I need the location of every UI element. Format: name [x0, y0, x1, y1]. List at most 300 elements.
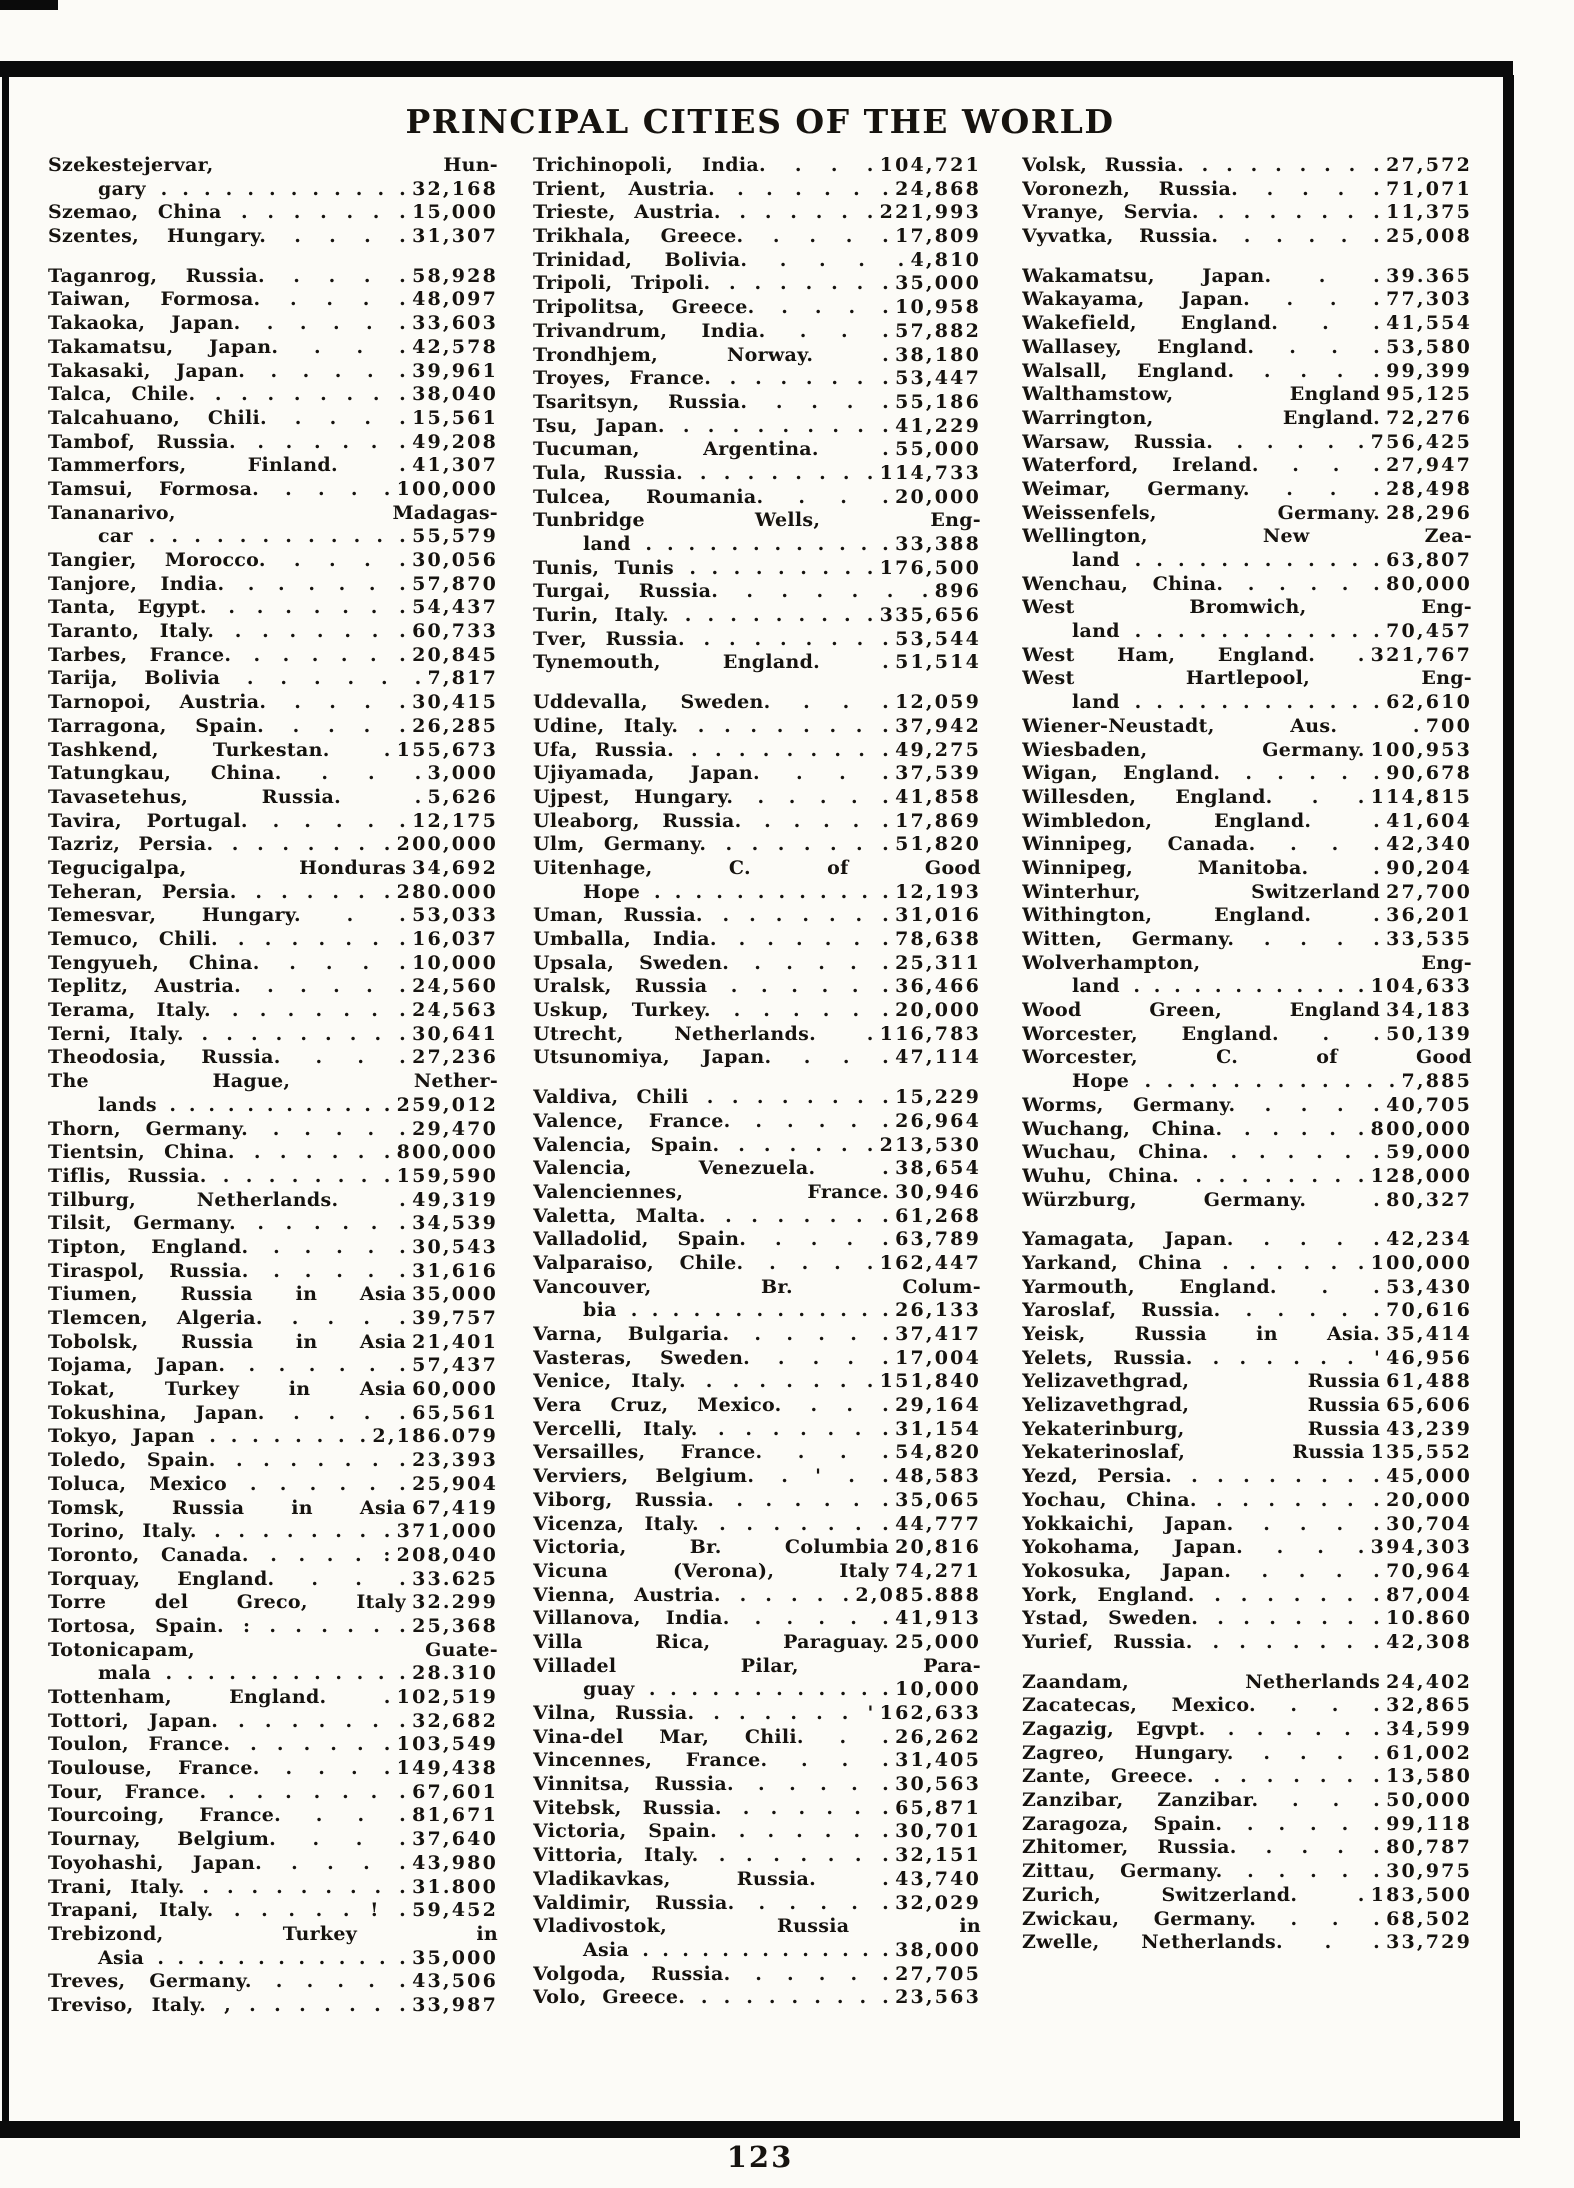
- population-value: 32.299: [412, 1591, 498, 1614]
- population-value: 57,882: [895, 319, 981, 342]
- table-row: [533, 557, 981, 581]
- city-name: land . . . . . . . . . . . .: [1072, 549, 1381, 571]
- table-row: [48, 1710, 498, 1734]
- city-name: Taranto, Italy. . . . . . . .: [48, 620, 407, 643]
- population-value: 48,097: [412, 288, 498, 311]
- city-name: Tulcea, Roumania. . . .: [533, 485, 890, 508]
- city-name: Trivandrum, India. . . .: [533, 319, 890, 342]
- city-name: Tamsui, Formosa. . . . .: [48, 477, 391, 500]
- city-name: Tula, Russia. . . . . . . . .: [533, 461, 874, 484]
- city-column: [533, 154, 981, 2010]
- table-row: [533, 810, 981, 834]
- city-name: Tarnopoi, Austria. . . . .: [48, 691, 407, 714]
- table-row: [533, 1536, 981, 1560]
- city-name: land . . . . . . . . . . . .: [1072, 975, 1365, 998]
- table-row: [1022, 1513, 1472, 1537]
- population-value: 27,572: [1386, 154, 1472, 176]
- city-name: Tarbes, France. . . . . . .: [48, 643, 407, 666]
- table-row: [533, 1820, 981, 1844]
- population-value: 47,114: [895, 1046, 981, 1069]
- population-value: 10,000: [412, 951, 498, 974]
- city-name: Vasteras, Sweden. . . . .: [533, 1346, 890, 1369]
- population-value: 63,789: [895, 1228, 981, 1251]
- page-number: 123: [726, 2140, 794, 2174]
- city-name: Toronto, Canada. . . . . :: [48, 1543, 391, 1566]
- city-name: Tomsk, Russia in Asia: [48, 1496, 407, 1519]
- city-name: Zhitomer, Russia. . . . .: [1022, 1836, 1381, 1859]
- city-name: Hope . . . . . . . . . . . .: [583, 880, 890, 903]
- population-value: 13,580: [1386, 1765, 1472, 1788]
- city-name: Voronezh, Russia. . . . .: [1022, 177, 1381, 200]
- table-row: [48, 1662, 498, 1686]
- population-value: 55,000: [895, 438, 981, 461]
- table-row: [1022, 1607, 1472, 1631]
- city-name: Trondhjem, Norway. .: [533, 343, 890, 366]
- population-value: 151,840: [879, 1370, 981, 1393]
- population-value: 41,604: [1386, 809, 1472, 832]
- table-row: [533, 415, 981, 439]
- table-row: [1022, 1884, 1472, 1908]
- city-name: Szentes, Hungary. . . . .: [48, 225, 407, 248]
- city-name: guay . . . . . . . . . . . .: [583, 1678, 890, 1701]
- city-name: Walsall, England. . . . .: [1022, 359, 1381, 382]
- table-row: [533, 1631, 981, 1655]
- city-name: Takaoka, Japan. . . . . .: [48, 312, 407, 335]
- table-row: [533, 1844, 981, 1868]
- city-name: Zaandam, Netherlands: [1022, 1670, 1381, 1693]
- table-row: [1022, 1742, 1472, 1766]
- population-value: 28,498: [1386, 477, 1472, 500]
- population-value: 81,671: [412, 1804, 498, 1827]
- population-value: 30,975: [1386, 1860, 1472, 1883]
- city-name: Yekaterinoslaf, Russia: [1022, 1441, 1365, 1464]
- population-value: 394,303: [1370, 1536, 1472, 1559]
- population-value: 33,603: [412, 312, 498, 335]
- population-value: 59,452: [412, 1899, 498, 1922]
- population-value: 21,401: [412, 1330, 498, 1353]
- population-value: 20,000: [895, 999, 981, 1022]
- table-row: [1022, 360, 1472, 384]
- city-name: Vitebsk, Russia. . . . . . .: [533, 1796, 890, 1819]
- population-value: 100,000: [1370, 1251, 1472, 1274]
- table-row: [48, 1402, 498, 1426]
- city-name: Tavasetehus, Russia. .: [48, 785, 422, 808]
- population-value: 80,327: [1386, 1188, 1472, 1211]
- city-name: Terni, Italy. . . . . . . . . .: [48, 1022, 407, 1045]
- table-row: [1022, 620, 1472, 644]
- table-row: [48, 336, 498, 360]
- city-name: Villanova, India. . . . . .: [533, 1607, 890, 1630]
- table-row: [48, 1118, 498, 1142]
- table-row: [533, 1963, 981, 1987]
- city-name: Yekaterinburg, Russia: [1022, 1417, 1381, 1440]
- table-row: [48, 1899, 498, 1923]
- population-value: 42,308: [1386, 1630, 1472, 1653]
- table-row: [48, 478, 498, 502]
- table-row: [48, 975, 498, 999]
- city-name: Wakayama, Japan. . . .: [1022, 288, 1381, 311]
- population-value: 72,276: [1386, 406, 1472, 429]
- population-value: 33,535: [1386, 928, 1472, 950]
- population-value: 200,000: [396, 833, 498, 856]
- table-row: [48, 1141, 498, 1165]
- table-row: [48, 312, 498, 336]
- city-name: Tlemcen, Algeria. . . . .: [48, 1307, 407, 1329]
- city-name: Asia . . . . . . . . . . . . .: [98, 1946, 407, 1969]
- city-name: Uman, Russia. . . . . . . .: [533, 904, 890, 927]
- city-name: Wakefield, England. . .: [1022, 312, 1381, 335]
- table-row: [533, 1299, 981, 1323]
- table-row: [533, 580, 981, 604]
- population-value: 99,118: [1386, 1812, 1472, 1835]
- table-row: [48, 1260, 498, 1284]
- table-row: [533, 1655, 981, 1679]
- population-value: 2,186.079: [372, 1425, 498, 1448]
- population-value: 31,616: [412, 1259, 498, 1282]
- population-value: 30,704: [1386, 1512, 1472, 1535]
- city-name: Worms, Germany. . . . .: [1022, 1093, 1381, 1116]
- table-row: [1022, 1189, 1472, 1213]
- population-value: 51,514: [895, 651, 981, 674]
- city-name: Tokyo, Japan . . . . . . . .: [48, 1425, 367, 1448]
- table-row: [48, 739, 498, 763]
- city-name: Uleaborg, Russia. . . . . .: [533, 809, 890, 832]
- population-value: 29,164: [895, 1394, 981, 1417]
- population-value: 23,393: [412, 1449, 498, 1472]
- city-name: Umballa, India. . . . . . .: [533, 928, 890, 950]
- population-value: 60,000: [412, 1378, 498, 1401]
- population-value: 16,037: [412, 928, 498, 950]
- table-row: [1022, 407, 1472, 431]
- table-row: [533, 225, 981, 249]
- population-value: 3,000: [427, 762, 498, 785]
- city-name: Trebizond, Turkey in: [48, 1922, 498, 1945]
- population-value: 50,139: [1386, 1022, 1472, 1045]
- population-value: 65,871: [895, 1796, 981, 1819]
- population-value: 35,000: [412, 1946, 498, 1969]
- table-row: [533, 1939, 981, 1963]
- city-name: Wakamatsu, Japan. . .: [1022, 264, 1381, 287]
- city-name: Winterhur, Switzerland: [1022, 880, 1381, 903]
- table-row: [533, 1726, 981, 1750]
- table-row: [533, 1157, 981, 1181]
- table-row: [533, 1513, 981, 1537]
- population-value: 800,000: [396, 1141, 498, 1164]
- table-row: [1022, 1118, 1472, 1142]
- population-value: 102,519: [396, 1686, 498, 1708]
- population-value: 128,000: [1370, 1164, 1472, 1187]
- population-value: 24,868: [895, 177, 981, 200]
- table-row: [533, 296, 981, 320]
- table-row: [533, 1868, 981, 1892]
- city-name: Vyvatka, Russia. . . . . .: [1022, 225, 1381, 248]
- city-name: Volo, Greece. . . . . . . . . .: [533, 1986, 890, 2009]
- table-row: [533, 1702, 981, 1726]
- table-row: [48, 952, 498, 976]
- population-value: 67,601: [412, 1780, 498, 1803]
- population-value: 11,375: [1386, 201, 1472, 224]
- table-row: [1022, 1141, 1472, 1165]
- city-name: Willesden, England. . .: [1022, 785, 1365, 808]
- population-value: 59,000: [1386, 1141, 1472, 1164]
- population-value: 40,705: [1386, 1093, 1472, 1116]
- population-value: 31,154: [895, 1417, 981, 1440]
- population-value: 80,000: [1386, 572, 1472, 595]
- population-value: 39,961: [412, 359, 498, 382]
- city-name: Wiener-Neustadt, Aus. .: [1022, 714, 1420, 737]
- population-value: 39,757: [412, 1307, 498, 1329]
- city-name: Tucuman, Argentina. .: [533, 438, 890, 461]
- city-name: Hope . . . . . . . . . . . .: [1072, 1070, 1396, 1093]
- population-value: 53,430: [1386, 1275, 1472, 1298]
- table-row: [533, 1228, 981, 1252]
- city-name: Temuco, Chili. . . . . . . .: [48, 928, 407, 950]
- city-name: Tsu, Japan. . . . . . . . . .: [533, 414, 890, 437]
- city-name: Warrington, England.: [1022, 406, 1381, 429]
- table-row: [533, 1607, 981, 1631]
- population-value: 25,311: [895, 951, 981, 974]
- table-row: [48, 1947, 498, 1971]
- table-row: [533, 857, 981, 881]
- city-name: Trapani, Italy. . . . . . ! .: [48, 1899, 407, 1922]
- column-gap: [1022, 249, 1472, 265]
- city-name: Würzburg, Germany. .: [1022, 1188, 1381, 1211]
- table-row: [48, 1876, 498, 1900]
- table-row: [48, 904, 498, 928]
- city-name: Victoria, Spain. . . . . . .: [533, 1820, 890, 1843]
- table-row: [1022, 431, 1472, 455]
- table-row: [533, 178, 981, 202]
- table-row: [1022, 975, 1472, 999]
- table-row: [1022, 691, 1472, 715]
- table-row: [1022, 1560, 1472, 1584]
- table-row: [1022, 1046, 1472, 1070]
- population-value: 41,307: [412, 454, 498, 477]
- table-row: [533, 928, 981, 952]
- city-name: Ujpest, Hungary. . . . . .: [533, 785, 890, 808]
- table-row: [48, 857, 498, 881]
- city-name: Tokushina, Japan. . . . .: [48, 1401, 407, 1424]
- city-name: mala . . . . . . . . . . . .: [98, 1662, 407, 1685]
- column-gap: [48, 249, 498, 265]
- city-name: York, England. . . . . . . .: [1022, 1583, 1381, 1606]
- population-value: 53,447: [895, 367, 981, 390]
- population-value: 50,000: [1386, 1789, 1472, 1812]
- table-row: [533, 391, 981, 415]
- page-border-bottom: [0, 2121, 1520, 2138]
- column-gap: [1022, 1655, 1472, 1671]
- population-value: 35,000: [895, 272, 981, 295]
- table-row: [48, 201, 498, 225]
- population-value: 38,000: [895, 1938, 981, 1961]
- city-name: Talcahuano, Chili. . . . .: [48, 406, 407, 429]
- table-row: [1022, 1070, 1472, 1094]
- population-value: 61,488: [1386, 1370, 1472, 1393]
- population-value: 65,606: [1386, 1394, 1472, 1417]
- city-name: Takasaki, Japan. . . . . .: [48, 359, 407, 382]
- table-row: [533, 1441, 981, 1465]
- table-row: [48, 1283, 498, 1307]
- city-name: Wood Green, England: [1022, 999, 1381, 1022]
- table-row: [533, 1418, 981, 1442]
- table-row: [533, 1252, 981, 1276]
- column-gap: [533, 1070, 981, 1086]
- table-row: [1022, 478, 1472, 502]
- table-row: [533, 762, 981, 786]
- table-row: [533, 1584, 981, 1608]
- population-value: 15,229: [895, 1086, 981, 1109]
- city-name: Weissenfels, Germany.: [1022, 501, 1381, 524]
- city-name: West Ham, England. .: [1022, 643, 1365, 666]
- city-name: Tashkend, Turkestan. .: [48, 738, 391, 761]
- population-value: 53,033: [412, 904, 498, 927]
- table-row: [1022, 857, 1472, 881]
- city-name: Tangier, Morocco. . . . .: [48, 549, 407, 571]
- population-value: 55,579: [412, 525, 498, 548]
- table-row: [533, 1986, 981, 2010]
- population-value: 77,303: [1386, 288, 1472, 311]
- city-name: Troyes, France. . . . . . . .: [533, 367, 890, 390]
- city-name: Yelets, Russia. . . . . . . ': [1022, 1346, 1381, 1369]
- table-row: [48, 1449, 498, 1473]
- table-row: [533, 249, 981, 273]
- table-row: [533, 1023, 981, 1047]
- city-name: Villadel Pilar, Para-: [533, 1654, 981, 1677]
- table-row: [1022, 1536, 1472, 1560]
- population-value: 41,229: [895, 414, 981, 437]
- table-row: [48, 1781, 498, 1805]
- population-value: 33,729: [1386, 1931, 1472, 1954]
- city-name: car . . . . . . . . . . . .: [98, 525, 407, 548]
- table-row: [1022, 454, 1472, 478]
- city-name: Zante, Greece. . . . . . . .: [1022, 1765, 1381, 1788]
- city-name: Tourcoing, France. . . .: [48, 1804, 407, 1827]
- table-row: [48, 1852, 498, 1876]
- population-value: 26,285: [412, 714, 498, 737]
- population-value: 29,470: [412, 1117, 498, 1140]
- table-row: [48, 1591, 498, 1615]
- city-name: Wiesbaden, Germany.: [1022, 738, 1365, 761]
- table-row: [533, 533, 981, 557]
- population-value: 104,721: [879, 154, 981, 176]
- table-row: [1022, 265, 1472, 289]
- city-name: Trichinopoli, India. . . .: [533, 154, 874, 176]
- city-name: Witten, Germany. . . . .: [1022, 928, 1381, 950]
- city-name: Tortosa, Spain. : . . . . . .: [48, 1614, 407, 1637]
- population-value: 34,539: [412, 1212, 498, 1235]
- table-row: [533, 1134, 981, 1158]
- population-value: 57,437: [412, 1354, 498, 1377]
- population-value: 800,000: [1370, 1117, 1472, 1140]
- population-value: 7,885: [1401, 1070, 1472, 1093]
- city-name: Zacatecas, Mexico. . . .: [1022, 1694, 1381, 1717]
- population-value: 65,561: [412, 1401, 498, 1424]
- population-value: 20,845: [412, 643, 498, 666]
- table-row: [48, 644, 498, 668]
- city-name: Uralsk, Russia . . . . . .: [533, 975, 890, 998]
- city-name: Yokkaichi, Japan. . . . .: [1022, 1512, 1381, 1535]
- city-name: Winnipeg, Manitoba. .: [1022, 856, 1381, 879]
- table-row: [48, 1189, 498, 1213]
- population-value: 10,000: [895, 1678, 981, 1701]
- column-gap: [1022, 1212, 1472, 1228]
- population-value: 71,071: [1386, 177, 1472, 200]
- population-value: 17,869: [895, 809, 981, 832]
- city-name: land . . . . . . . . . . . .: [1072, 691, 1381, 714]
- population-value: 30,415: [412, 691, 498, 714]
- city-name: The Hague, Nether-: [48, 1070, 498, 1093]
- population-value: 62,610: [1386, 691, 1472, 714]
- city-name: Torre del Greco, Italy: [48, 1591, 407, 1614]
- city-name: Tottenham, England. .: [48, 1686, 391, 1708]
- population-value: 100,000: [396, 477, 498, 500]
- table-row: [48, 1212, 498, 1236]
- population-value: 10.860: [1386, 1607, 1472, 1630]
- population-value: 162,447: [879, 1251, 981, 1274]
- city-name: Tokat, Turkey in Asia: [48, 1378, 407, 1401]
- population-value: 43,980: [412, 1851, 498, 1874]
- table-row: [48, 1331, 498, 1355]
- table-row: [48, 786, 498, 810]
- table-row: [48, 1615, 498, 1639]
- city-name: Szekestejervar, Hun-: [48, 154, 498, 176]
- city-name: Zwelle, Netherlands. . .: [1022, 1931, 1381, 1954]
- table-row: [48, 1497, 498, 1521]
- city-name: Ulm, Germany. . . . . . . .: [533, 833, 890, 856]
- population-value: 30,946: [895, 1180, 981, 1203]
- population-value: 321,767: [1370, 643, 1472, 666]
- population-value: 32,029: [895, 1891, 981, 1914]
- population-value: 30,641: [412, 1022, 498, 1045]
- table-row: [1022, 715, 1472, 739]
- population-value: 33,388: [895, 533, 981, 555]
- population-value: 25,000: [895, 1630, 981, 1653]
- population-value: 371,000: [396, 1520, 498, 1543]
- city-name: Utsunomiya, Japan. . . .: [533, 1046, 890, 1069]
- table-row: [1022, 1165, 1472, 1189]
- city-name: Tunbridge Wells, Eng-: [533, 509, 981, 532]
- city-name: Trient, Austria. . . . . . .: [533, 177, 890, 200]
- population-value: 32,168: [412, 177, 498, 200]
- table-row: [1022, 904, 1472, 928]
- population-value: 32,865: [1386, 1694, 1472, 1717]
- population-value: 27,236: [412, 1046, 498, 1069]
- city-name: Zurich, Switzerland. .: [1022, 1883, 1365, 1906]
- table-row: [1022, 1276, 1472, 1300]
- population-value: 33.625: [412, 1567, 498, 1590]
- table-row: [533, 1773, 981, 1797]
- table-row: [533, 154, 981, 178]
- table-row: [533, 651, 981, 675]
- city-name: Vladikavkas, Russia. .: [533, 1867, 890, 1890]
- city-name: Yezd, Persia. . . . . . . . .: [1022, 1465, 1381, 1488]
- city-name: Tripoli, Tripoli. . . . . . . .: [533, 272, 890, 295]
- city-name: Valencia, Spain. . . . . . .: [533, 1133, 874, 1156]
- table-row: [533, 272, 981, 296]
- column-gap: [533, 675, 981, 691]
- population-value: 42,578: [412, 335, 498, 358]
- city-name: Vincennes, France. . . .: [533, 1749, 890, 1772]
- population-value: 87,004: [1386, 1583, 1472, 1606]
- table-row: [1022, 502, 1472, 526]
- population-value: 114,815: [1370, 785, 1472, 808]
- table-row: [533, 1205, 981, 1229]
- population-value: 43,239: [1386, 1417, 1472, 1440]
- table-row: [1022, 833, 1472, 857]
- table-row: [1022, 1370, 1472, 1394]
- city-name: Vicuna (Verona), Italy: [533, 1559, 890, 1582]
- city-name: Temesvar, Hungary. . .: [48, 904, 407, 927]
